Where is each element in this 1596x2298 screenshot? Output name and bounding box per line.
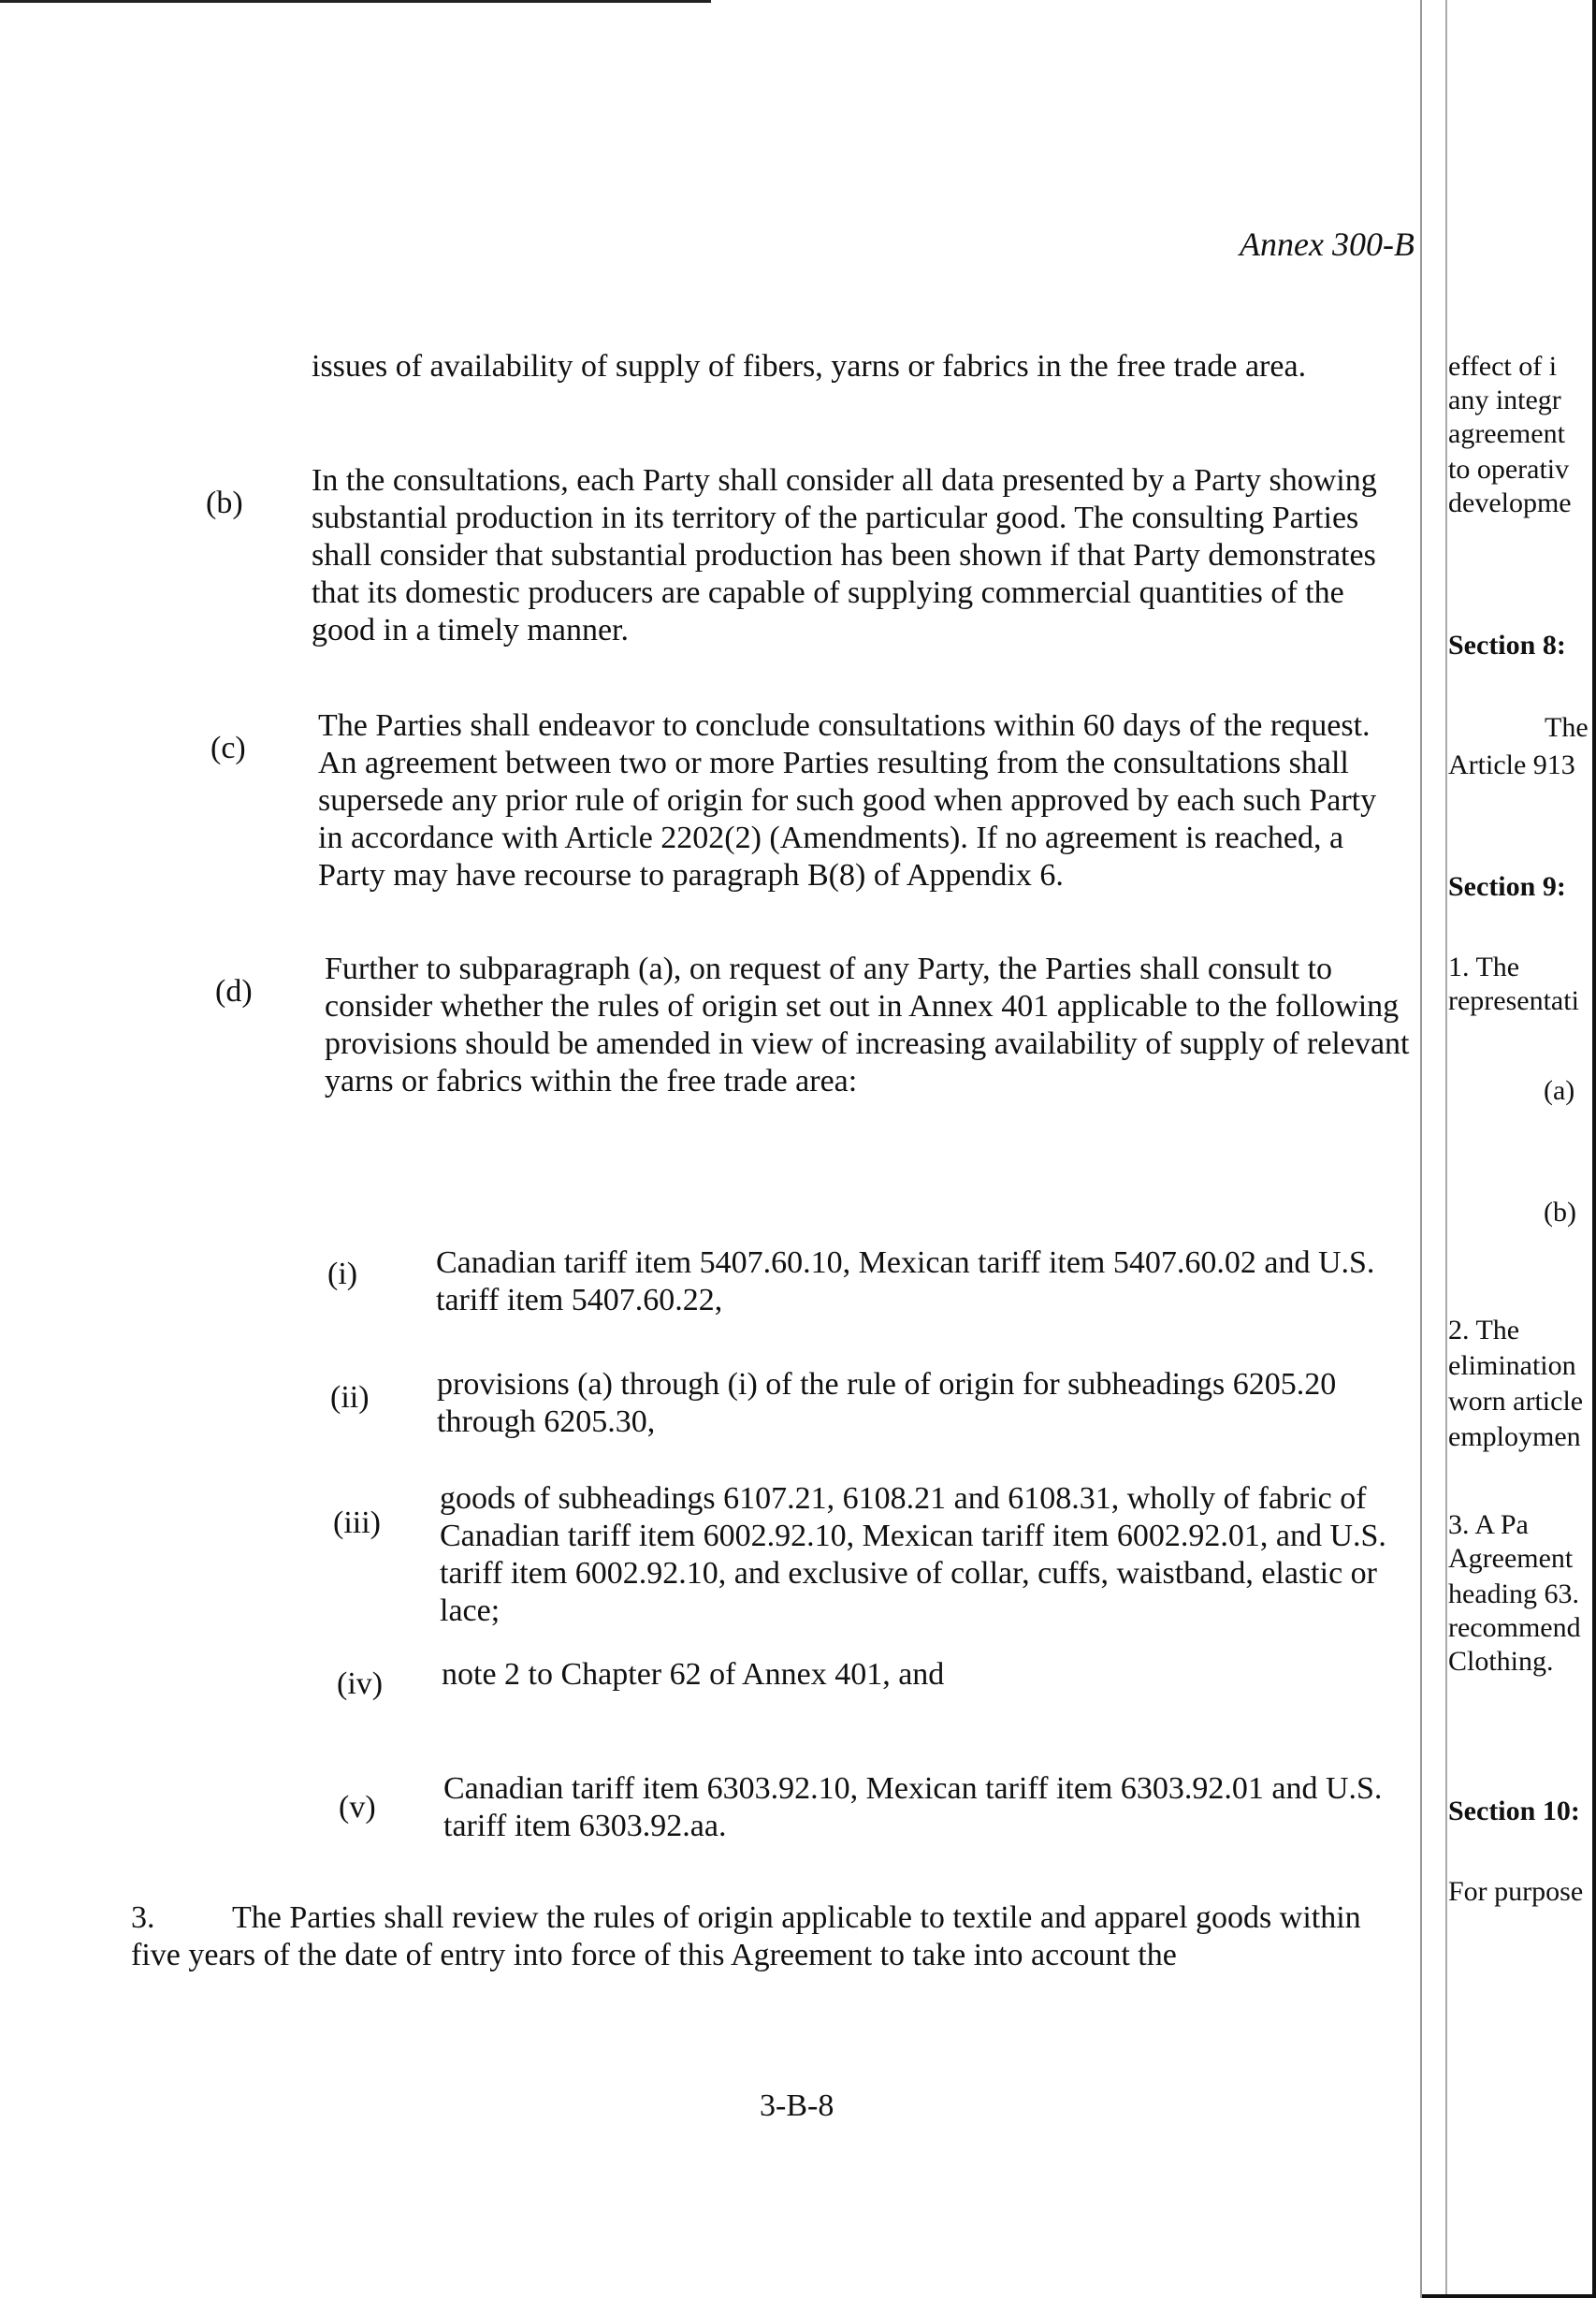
facing-line: 1. The [1448,952,1520,982]
item-i-label: (i) [327,1257,358,1291]
para-c-label: (c) [210,731,246,765]
facing-line: representati [1448,985,1579,1016]
item-i-text: Canadian tariff item 5407.60.10, Mexican tariff item 5407.60.02 and U.S. tariff item 5407.60.22, [436,1245,1375,1317]
annex-header: Annex 300-B [1240,225,1415,263]
facing-line: heading 63. [1448,1578,1579,1609]
facing-page-edge-line [1445,0,1447,2298]
facing-line: For purpose [1448,1876,1584,1907]
para-a-continuation: issues of availability of supply of fibers, yarns or fabrics in the free trade area. [312,349,1307,384]
item-iii-text: goods of subheadings 6107.21, 6108.21 and 6108.31, wholly of fabric of Canadian tariff item 6002.92.10, Mexican tariff item 6002.92.01, and U.S. tariff item 6002.92.10, and exclusive of collar, cuffs, waistband, elastic or lace; [440,1481,1386,1628]
facing-line: any integr [1448,385,1561,415]
para-b-label: (b) [206,486,243,520]
item-ii-text: provisions (a) through (i) of the rule of origin for subheadings 6205.20 through 6205.30, [437,1367,1337,1439]
facing-line: (b) [1544,1197,1576,1228]
item-iii-label: (iii) [333,1505,381,1540]
item-v-label: (v) [339,1790,376,1825]
facing-line: developme [1448,487,1572,518]
facing-line: employmen [1448,1421,1581,1452]
facing-line: Agreement [1448,1543,1574,1574]
facing-line: effect of i [1448,351,1558,382]
facing-line: agreement [1448,418,1565,449]
facing-line: Clothing. [1448,1646,1554,1677]
facing-heading: Section 9: [1448,871,1566,902]
facing-line: Article 913 [1448,749,1575,780]
para-d-text: Further to subparagraph (a), on request of any Party, the Parties shall consult to consider whether the rules of origin set out in Annex 401 applicable to the following provisions should be amended in view of increasing availability of supply of relevant yarns or fabrics within the free trade area: [325,952,1410,1098]
facing-heading: Section 10: [1448,1796,1580,1826]
facing-heading: Section 8: [1448,630,1566,661]
item-v-text: Canadian tariff item 6303.92.10, Mexican tariff item 6303.92.01 and U.S. tariff item 6303.92.aa. [443,1771,1383,1843]
para-d-label: (d) [215,974,253,1009]
facing-line: 3. A Pa [1448,1509,1529,1540]
facing-page-column [1448,0,1596,2298]
facing-line: worn article [1448,1386,1584,1417]
facing-line: to operativ [1448,454,1570,485]
facing-line: elimination [1448,1350,1576,1381]
right-border-line [1592,0,1596,2298]
facing-line: (a) [1544,1075,1575,1106]
para-b-text: In the consultations, each Party shall consider all data presented by a Party showing substantial production in its territory of the particular good. The consulting Parties shall consider that substantial production has been shown if that Party demonstrates that its domestic producers are capable of supplying commercial quantities of the good in a timely manner. [312,463,1377,647]
facing-line: 2. The [1448,1315,1520,1345]
page-number: 3-B-8 [760,2088,834,2123]
item-iv-text: note 2 to Chapter 62 of Annex 401, and [442,1657,945,1692]
page-gutter-line [1420,0,1422,2298]
bottom-border-line [1422,2294,1596,2298]
facing-line: recommend [1448,1612,1581,1643]
para-3-text: The Parties shall review the rules of origin applicable to textile and apparel goods within five years of the date of entry into force of this Agreement to take into account the [131,1900,1361,1972]
item-iv-label: (iv) [337,1666,384,1701]
para-3-label: 3. [131,1900,155,1935]
para-c-text: The Parties shall endeavor to conclude consultations within 60 days of the request. An agreement between two or more Parties resulting from the consultations shall supersede any prior rule of origin for such good when approved by each such Party in accordance with Article 2202(2) (Amendments). If no agreement is reached, a Party may have recourse to paragraph B(8) of Appendix 6. [318,708,1377,893]
item-ii-label: (ii) [330,1380,370,1415]
facing-line: The [1545,712,1589,743]
